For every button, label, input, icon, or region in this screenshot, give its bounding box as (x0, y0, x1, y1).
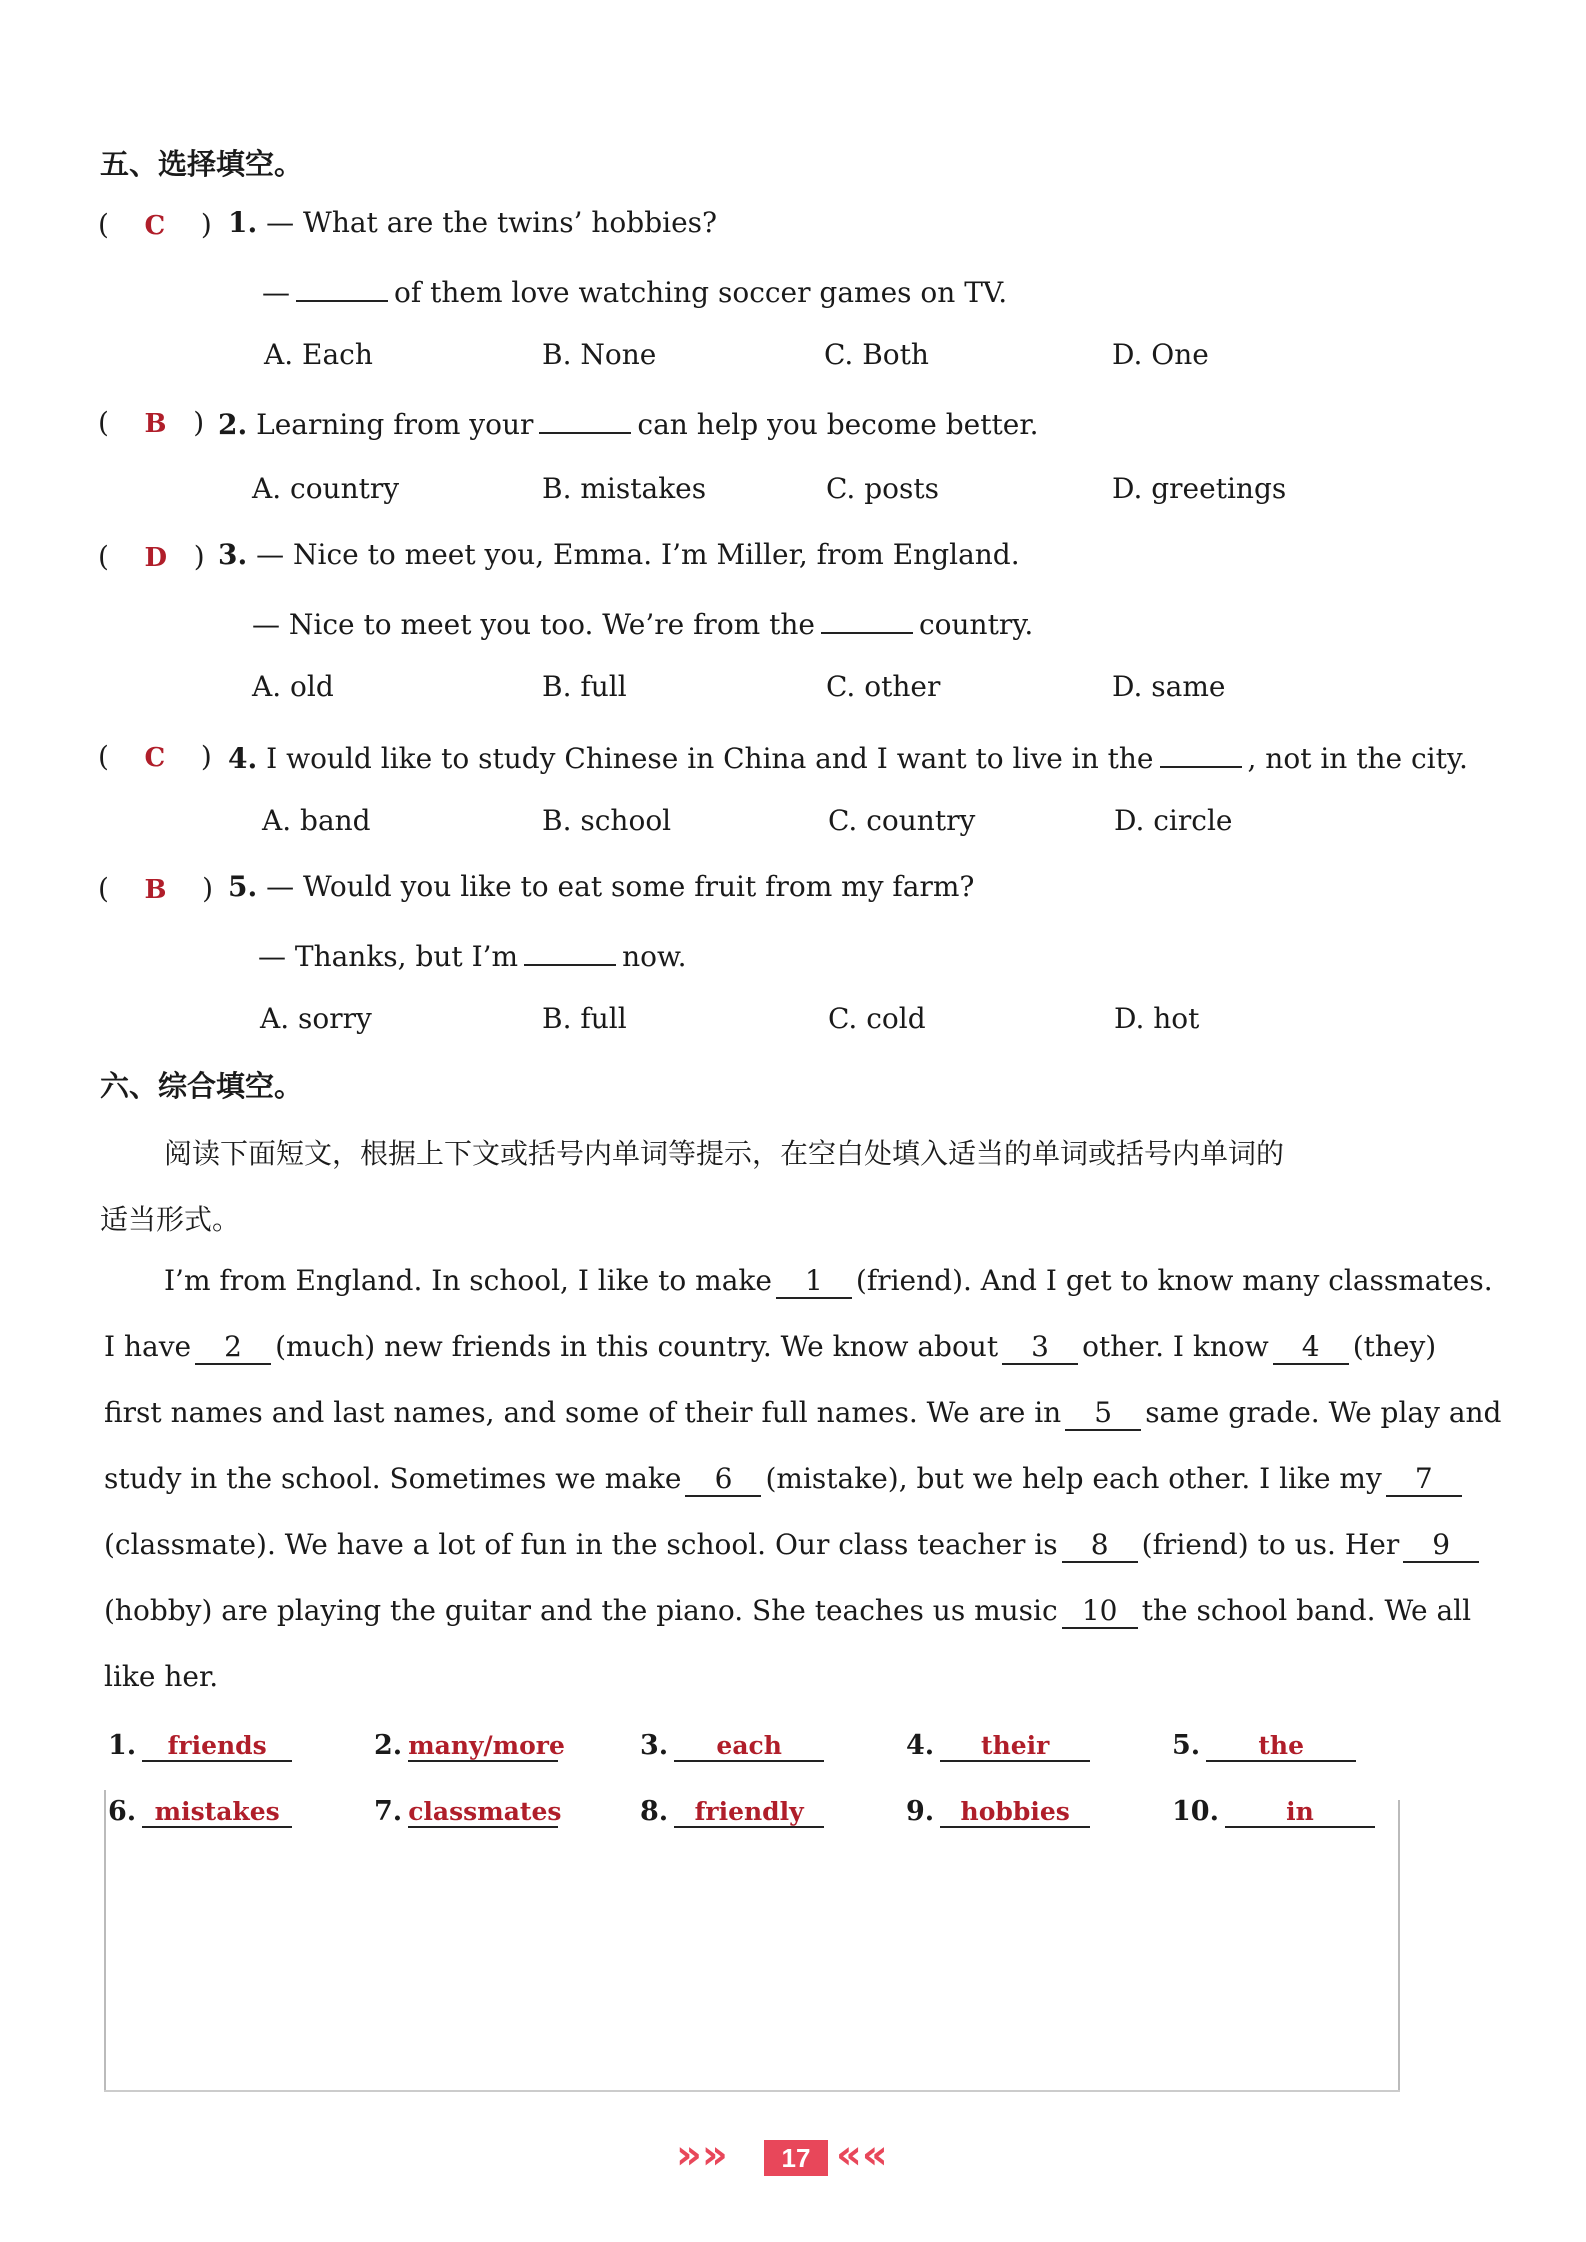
answer-value: friends (142, 1731, 292, 1762)
section-6-title: 六、综合填空。 (100, 1069, 304, 1103)
passage-line-5 (104, 1528, 1451, 1563)
passage-text: other. I know (1082, 1330, 1269, 1363)
q1-text: — What are the twins’ hobbies? (266, 206, 718, 239)
q2-answer-paren: ( B ) (98, 406, 205, 439)
box-border-left (104, 1790, 106, 2090)
q3-blank (821, 604, 913, 634)
q4-answer: C (144, 743, 166, 773)
passage-blank-10: 10 (1062, 1594, 1138, 1629)
passage-blank-3: 3 (1002, 1330, 1078, 1365)
q3-line2 (252, 604, 1033, 641)
passage-text: (they) (1352, 1330, 1437, 1363)
q5-option-d: D. hot (1114, 1002, 1200, 1035)
q2-option-d: D. greetings (1112, 472, 1287, 505)
q1-option-c: C. Both (824, 338, 929, 371)
q1-text2: of them love watching soccer games on TV. (394, 276, 1008, 309)
section-6-instructions-2: 适当形式。 (100, 1203, 241, 1236)
answer-value: their (940, 1731, 1090, 1762)
q2-option-c: C. posts (826, 472, 939, 505)
q4-option-b: B. school (542, 804, 672, 837)
answer-value: classmates (408, 1797, 562, 1826)
q5-answer: B (144, 875, 167, 905)
answer-number: 6. (108, 1796, 137, 1827)
answer-number: 3. (640, 1730, 669, 1761)
passage-line-4 (104, 1462, 1433, 1497)
answer-1 (108, 1730, 292, 1762)
q4-answer-paren: ( C ) (98, 740, 212, 773)
answer-number: 4. (906, 1730, 935, 1761)
q5-blank (524, 936, 616, 966)
q1-line2 (262, 272, 1007, 309)
q4-option-a: A. band (262, 804, 371, 837)
box-border-bottom (104, 2090, 1400, 2092)
q3-number: 3. (218, 538, 248, 571)
answer-7 (374, 1796, 562, 1828)
q4-text2: , not in the city. (1247, 742, 1468, 775)
q4-blank (1160, 738, 1242, 768)
answer-value: friendly (674, 1797, 824, 1828)
passage-blank-5: 5 (1065, 1396, 1141, 1431)
q1-answer: C (144, 211, 166, 241)
q5-option-b: B. full (542, 1002, 627, 1035)
q2-blank (539, 404, 631, 434)
passage-text: (classmate). We have a lot of fun in the school. Our class teacher is (104, 1528, 1058, 1561)
q2-text: Learning from your (256, 408, 534, 441)
q4-number: 4. (228, 742, 258, 775)
q2-answer: B (144, 409, 167, 439)
left-arrows-icon: »» (676, 2132, 728, 2178)
passage-text: I have (104, 1330, 192, 1363)
answer-number: 1. (108, 1730, 137, 1761)
q3-answer-paren: ( D ) (98, 540, 205, 573)
page-footer (676, 2132, 916, 2180)
answer-value: the (1206, 1731, 1356, 1762)
q5-line2 (258, 936, 687, 973)
passage-text: like her. (104, 1660, 219, 1693)
q3-text3: country. (918, 608, 1034, 641)
answer-3 (640, 1730, 824, 1762)
passage-text: (friend) to us. Her (1141, 1528, 1400, 1561)
q4-option-d: D. circle (1114, 804, 1233, 837)
q1-answer-paren: ( C ) (98, 208, 212, 241)
passage-text: (much) new friends in this country. We know about (275, 1330, 999, 1363)
passage-line-3 (104, 1396, 1502, 1431)
passage-blank-9: 9 (1403, 1528, 1479, 1563)
answer-9 (906, 1796, 1090, 1828)
passage-text: same grade. We play and (1145, 1396, 1502, 1429)
q4-option-c: C. country (828, 804, 976, 837)
passage-text: I’m from England. In school, I like to make (164, 1264, 772, 1297)
q1-number: 1. (228, 206, 258, 239)
q5-text: — Would you like to eat some fruit from my farm? (266, 870, 975, 903)
answer-6 (108, 1796, 292, 1828)
q1-dash: — (262, 276, 290, 309)
passage-line-7 (104, 1660, 1404, 1693)
passage-blank-1: 1 (776, 1264, 852, 1299)
answer-number: 5. (1172, 1730, 1201, 1761)
answer-4 (906, 1730, 1090, 1762)
q5-number: 5. (228, 870, 258, 903)
q5-line1 (228, 870, 974, 903)
q3-option-d: D. same (1112, 670, 1226, 703)
answer-5 (1172, 1730, 1356, 1762)
passage-line-1 (164, 1264, 1493, 1299)
passage-blank-8: 8 (1062, 1528, 1138, 1563)
q5-answer-paren: ( B ) (98, 872, 214, 905)
passage-line-2 (104, 1330, 1437, 1365)
q4-line1 (228, 738, 1468, 775)
q5-option-a: A. sorry (260, 1002, 372, 1035)
passage-text: (mistake), but we help each other. I like my (765, 1462, 1382, 1495)
answer-value: each (674, 1731, 824, 1762)
passage-blank-2: 2 (195, 1330, 271, 1365)
answer-number: 2. (374, 1730, 403, 1761)
section-6-instructions-1: 阅读下面短文，根据上下文或括号内单词等提示，在空白处填入适当的单词或括号内单词的 (164, 1137, 1285, 1170)
q5-option-c: C. cold (828, 1002, 926, 1035)
answer-value: hobbies (940, 1797, 1090, 1828)
answer-number: 7. (374, 1796, 403, 1827)
passage-blank-7: 7 (1386, 1462, 1462, 1497)
answer-value: many/more (408, 1731, 565, 1760)
q3-answer: D (144, 543, 168, 573)
section-5-title: 五、选择填空。 (100, 147, 304, 181)
q3-option-b: B. full (542, 670, 627, 703)
q1-option-a: A. Each (264, 338, 373, 371)
q4-text: I would like to study Chinese in China and I want to live in the (266, 742, 1154, 775)
answer-2 (374, 1730, 565, 1762)
q2-line1 (218, 404, 1039, 441)
passage-blank-6: 6 (685, 1462, 761, 1497)
answer-number: 9. (906, 1796, 935, 1827)
q3-option-c: C. other (826, 670, 941, 703)
passage-blank-4: 4 (1273, 1330, 1349, 1365)
q1-blank (296, 272, 388, 302)
passage-text: (friend). And I get to know many classmates. (855, 1264, 1493, 1297)
q2-option-a: A. country (252, 472, 400, 505)
q5-text3: now. (622, 940, 687, 973)
box-border-right (1398, 1800, 1400, 2090)
q2-option-b: B. mistakes (542, 472, 707, 505)
q1-option-b: B. None (542, 338, 657, 371)
q3-text2: — Nice to meet you too. We’re from the (252, 608, 815, 641)
passage-line-6 (104, 1594, 1472, 1629)
passage-text: the school band. We all (1141, 1594, 1472, 1627)
answer-8 (640, 1796, 824, 1828)
q3-option-a: A. old (252, 670, 334, 703)
answer-value: in (1225, 1797, 1375, 1828)
passage-text: (hobby) are playing the guitar and the piano. She teaches us music (104, 1594, 1058, 1627)
q5-text2: — Thanks, but I’m (258, 940, 519, 973)
passage-text: first names and last names, and some of their full names. We are in (104, 1396, 1062, 1429)
q2-text2: can help you become better. (637, 408, 1039, 441)
answer-value: mistakes (142, 1797, 292, 1828)
passage-text: study in the school. Sometimes we make (104, 1462, 682, 1495)
q1-option-d: D. One (1112, 338, 1209, 371)
page-number: 17 (764, 2140, 828, 2176)
q3-text: — Nice to meet you, Emma. I’m Miller, from England. (256, 538, 1020, 571)
answer-number: 8. (640, 1796, 669, 1827)
q2-number: 2. (218, 408, 248, 441)
q3-line1 (218, 538, 1020, 571)
right-arrows-icon: «« (836, 2132, 888, 2178)
answer-10 (1172, 1796, 1375, 1828)
q1-line1 (228, 206, 717, 239)
answer-number: 10. (1172, 1796, 1219, 1827)
